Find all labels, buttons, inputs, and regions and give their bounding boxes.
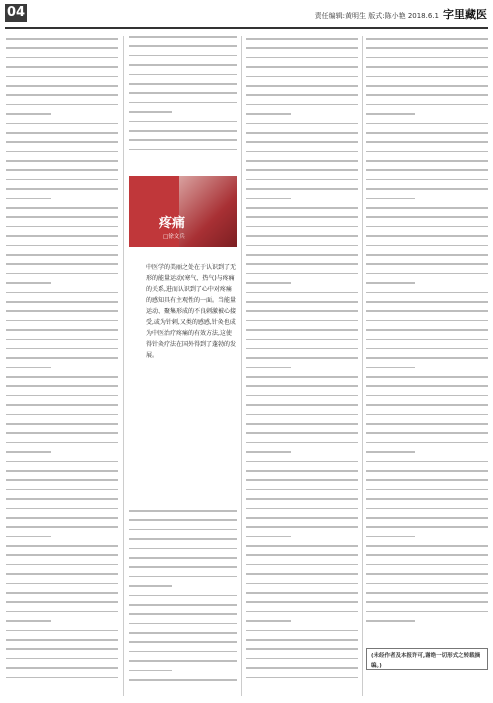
- text-line: [6, 207, 118, 209]
- text-line: [246, 188, 358, 190]
- text-line: [366, 404, 488, 406]
- text-column-3: [246, 38, 358, 688]
- text-line: [129, 679, 237, 681]
- text-line: [6, 188, 118, 190]
- text-line: [366, 554, 488, 556]
- text-line: [366, 141, 488, 143]
- text-line: [6, 461, 118, 463]
- section-name: 字里藏医: [443, 8, 487, 21]
- text-line: [129, 74, 237, 76]
- text-line: [366, 282, 415, 284]
- text-line: [6, 216, 118, 218]
- text-line: [6, 611, 118, 613]
- text-line: [366, 216, 488, 218]
- text-line: [246, 169, 358, 171]
- text-line: [6, 498, 118, 500]
- text-line: [129, 613, 237, 615]
- text-line: [6, 376, 118, 378]
- text-line: [246, 573, 358, 575]
- text-line: [129, 45, 237, 47]
- text-line: [246, 104, 358, 106]
- text-line: [6, 348, 118, 350]
- text-line: [366, 357, 488, 359]
- text-line: [129, 139, 237, 141]
- text-line: [6, 38, 118, 40]
- text-line: [366, 611, 488, 613]
- text-line: [366, 461, 488, 463]
- text-line: [6, 620, 51, 622]
- text-line: [366, 479, 488, 481]
- text-line: [246, 151, 358, 153]
- text-line: [129, 111, 172, 113]
- text-line: [366, 38, 488, 40]
- text-line: [246, 517, 358, 519]
- text-line: [366, 395, 488, 397]
- article-banner: [129, 176, 237, 247]
- header-meta: [315, 6, 487, 22]
- text-line: [246, 367, 291, 369]
- text-line: [129, 102, 237, 104]
- text-line: [6, 179, 118, 181]
- text-column-2-lower: [129, 510, 237, 690]
- text-line: [366, 320, 488, 322]
- text-line: [129, 130, 237, 132]
- text-line: [246, 461, 358, 463]
- header-rule: [5, 27, 488, 29]
- text-line: [366, 517, 488, 519]
- text-line: [366, 526, 488, 528]
- text-line: [366, 151, 488, 153]
- text-line: [6, 630, 118, 632]
- text-line: [246, 564, 358, 566]
- text-line: [6, 357, 118, 359]
- author-intro: [129, 36, 237, 166]
- text-line: [246, 385, 358, 387]
- text-line: [246, 630, 358, 632]
- text-line: [129, 641, 237, 643]
- text-line: [6, 235, 118, 237]
- text-line: [246, 292, 358, 294]
- text-line: [366, 76, 488, 78]
- text-line: [129, 510, 237, 512]
- text-line: [246, 57, 358, 59]
- text-line: [6, 564, 118, 566]
- text-column-4: [366, 38, 488, 638]
- text-line: [366, 132, 488, 134]
- text-line: [366, 385, 488, 387]
- text-line: [6, 301, 118, 303]
- text-line: [6, 451, 51, 453]
- text-line: [6, 404, 118, 406]
- text-line: [6, 132, 118, 134]
- text-line: [246, 123, 358, 125]
- text-line: [246, 489, 358, 491]
- text-line: [6, 583, 118, 585]
- text-line: [6, 554, 118, 556]
- text-line: [366, 442, 488, 444]
- text-line: [366, 94, 488, 96]
- text-line: [6, 198, 51, 200]
- text-line: [6, 320, 118, 322]
- text-line: [246, 66, 358, 68]
- text-line: [246, 85, 358, 87]
- text-line: [6, 254, 118, 256]
- text-line: [129, 670, 172, 672]
- text-line: [246, 141, 358, 143]
- text-line: [366, 414, 488, 416]
- text-line: [6, 57, 118, 59]
- text-line: [366, 301, 488, 303]
- text-line: [6, 658, 118, 660]
- text-line: [246, 179, 358, 181]
- text-line: [246, 451, 291, 453]
- article-title: 疼痛: [159, 216, 186, 231]
- text-line: [366, 451, 415, 453]
- text-line: [246, 423, 358, 425]
- text-line: [6, 245, 118, 247]
- text-line: [6, 677, 118, 679]
- text-line: [366, 113, 415, 115]
- text-line: [246, 442, 358, 444]
- text-line: [246, 611, 358, 613]
- text-line: [366, 226, 488, 228]
- text-line: [129, 548, 237, 550]
- page-header: [0, 0, 493, 30]
- text-line: [366, 329, 488, 331]
- text-line: [366, 310, 488, 312]
- text-line: [6, 85, 118, 87]
- text-line: [129, 149, 237, 151]
- text-line: [6, 639, 118, 641]
- text-line: [366, 367, 415, 369]
- text-line: [366, 273, 488, 275]
- text-line: [246, 320, 358, 322]
- text-line: [6, 113, 51, 115]
- text-line: [6, 104, 118, 106]
- text-line: [246, 263, 358, 265]
- text-line: [6, 489, 118, 491]
- text-line: [6, 526, 118, 528]
- text-column-1: [6, 38, 118, 688]
- text-line: [246, 498, 358, 500]
- text-line: [129, 64, 237, 66]
- text-line: [366, 423, 488, 425]
- text-line: [246, 639, 358, 641]
- text-line: [6, 123, 118, 125]
- text-line: [366, 188, 488, 190]
- text-line: [366, 254, 488, 256]
- pull-quote: 中医学的美丽之处在于认识到了无形的能量运动(寒气、热气)与疼痛的关系,进而认识到了心中对疼痛的感知具有主观性的一面。当能量运动、聚集形成的不良刺激被心接受,或为针刺,又类的感感,针灸也成为中医治疗疼痛的有效方法,这使得针灸疗法在国外得到了蓬勃的发展。: [146, 264, 237, 359]
- text-line: [6, 442, 118, 444]
- text-line: [246, 348, 358, 350]
- text-line: [366, 339, 488, 341]
- text-line: [366, 235, 488, 237]
- text-line: [246, 310, 358, 312]
- text-line: [366, 498, 488, 500]
- text-line: [129, 83, 237, 85]
- text-line: [246, 583, 358, 585]
- text-line: [246, 536, 291, 538]
- text-line: [246, 235, 358, 237]
- article-author: □徐文兵: [163, 234, 185, 240]
- text-line: [6, 536, 51, 538]
- text-line: [129, 595, 237, 597]
- text-line: [6, 470, 118, 472]
- text-line: [6, 141, 118, 143]
- text-line: [6, 76, 118, 78]
- text-line: [366, 601, 488, 603]
- text-line: [6, 66, 118, 68]
- text-line: [6, 573, 118, 575]
- text-line: [129, 585, 172, 587]
- text-line: [366, 292, 488, 294]
- text-line: [366, 207, 488, 209]
- text-line: [366, 104, 488, 106]
- text-line: [246, 658, 358, 660]
- text-line: [366, 85, 488, 87]
- text-line: [6, 367, 51, 369]
- text-line: [129, 604, 237, 606]
- text-line: [246, 301, 358, 303]
- text-line: [6, 395, 118, 397]
- text-line: [129, 529, 237, 531]
- text-line: [129, 651, 237, 653]
- text-line: [246, 677, 358, 679]
- text-line: [366, 432, 488, 434]
- banner-photo: [179, 176, 237, 247]
- text-line: [129, 576, 237, 578]
- text-line: [6, 94, 118, 96]
- text-line: [6, 226, 118, 228]
- text-line: [6, 592, 118, 594]
- text-line: [246, 667, 358, 669]
- text-line: [246, 38, 358, 40]
- text-line: [246, 47, 358, 49]
- text-line: [246, 76, 358, 78]
- text-line: [246, 601, 358, 603]
- text-line: [366, 160, 488, 162]
- text-line: [366, 198, 415, 200]
- text-line: [6, 385, 118, 387]
- text-line: [366, 348, 488, 350]
- text-line: [366, 66, 488, 68]
- text-line: [246, 329, 358, 331]
- text-line: [6, 263, 118, 265]
- text-line: [6, 339, 118, 341]
- text-line: [129, 538, 237, 540]
- text-line: [6, 432, 118, 434]
- text-line: [6, 423, 118, 425]
- text-line: [6, 169, 118, 171]
- text-line: [366, 508, 488, 510]
- text-line: [366, 263, 488, 265]
- text-line: [6, 282, 51, 284]
- copyright-note: (未经作者及本报许可,谢绝一切形式之转载摘编。): [366, 648, 488, 670]
- text-line: [366, 245, 488, 247]
- text-line: [246, 216, 358, 218]
- text-line: [6, 508, 118, 510]
- text-line: [6, 414, 118, 416]
- text-line: [246, 526, 358, 528]
- text-line: [246, 113, 291, 115]
- text-line: [246, 432, 358, 434]
- text-line: [129, 92, 237, 94]
- text-line: [6, 517, 118, 519]
- text-line: [246, 245, 358, 247]
- text-line: [246, 273, 358, 275]
- text-line: [246, 470, 358, 472]
- text-line: [246, 339, 358, 341]
- text-line: [366, 564, 488, 566]
- text-line: [246, 508, 358, 510]
- text-line: [6, 273, 118, 275]
- text-line: [246, 198, 291, 200]
- text-line: [246, 620, 291, 622]
- text-line: [366, 470, 488, 472]
- text-line: [246, 376, 358, 378]
- text-line: [366, 376, 488, 378]
- text-line: [6, 667, 118, 669]
- text-line: [6, 648, 118, 650]
- text-line: [246, 226, 358, 228]
- text-line: [246, 254, 358, 256]
- text-line: [246, 414, 358, 416]
- text-line: [129, 36, 237, 38]
- text-line: [6, 151, 118, 153]
- text-line: [6, 160, 118, 162]
- text-line: [6, 292, 118, 294]
- text-line: [246, 554, 358, 556]
- text-line: [366, 47, 488, 49]
- text-line: [246, 592, 358, 594]
- text-line: [6, 479, 118, 481]
- editor-credits: 责任编辑:黄明生 版式:陈小艳 2018.6.1: [314, 12, 439, 20]
- text-line: [366, 179, 488, 181]
- text-line: [366, 592, 488, 594]
- text-line: [366, 536, 415, 538]
- column-divider: [123, 36, 124, 696]
- column-divider: [241, 36, 242, 696]
- text-line: [6, 329, 118, 331]
- text-line: [129, 55, 237, 57]
- text-line: [6, 601, 118, 603]
- text-line: [129, 557, 237, 559]
- text-line: [246, 94, 358, 96]
- text-line: [246, 357, 358, 359]
- text-line: [6, 545, 118, 547]
- text-line: [246, 132, 358, 134]
- text-line: [366, 169, 488, 171]
- text-line: [129, 660, 237, 662]
- text-line: [6, 47, 118, 49]
- text-line: [366, 545, 488, 547]
- page-number: 04: [6, 5, 26, 20]
- text-line: [366, 583, 488, 585]
- text-line: [246, 479, 358, 481]
- text-line: [129, 632, 237, 634]
- text-line: [246, 545, 358, 547]
- text-line: [246, 282, 291, 284]
- text-line: [366, 123, 488, 125]
- text-line: [6, 310, 118, 312]
- column-divider: [362, 36, 363, 696]
- text-line: [366, 620, 415, 622]
- text-line: [246, 395, 358, 397]
- text-line: [366, 573, 488, 575]
- text-line: [246, 160, 358, 162]
- text-line: [129, 566, 237, 568]
- text-line: [129, 121, 237, 123]
- text-line: [129, 519, 237, 521]
- text-line: [246, 207, 358, 209]
- text-line: [366, 489, 488, 491]
- text-line: [246, 648, 358, 650]
- text-line: [366, 57, 488, 59]
- text-line: [246, 404, 358, 406]
- text-line: [129, 623, 237, 625]
